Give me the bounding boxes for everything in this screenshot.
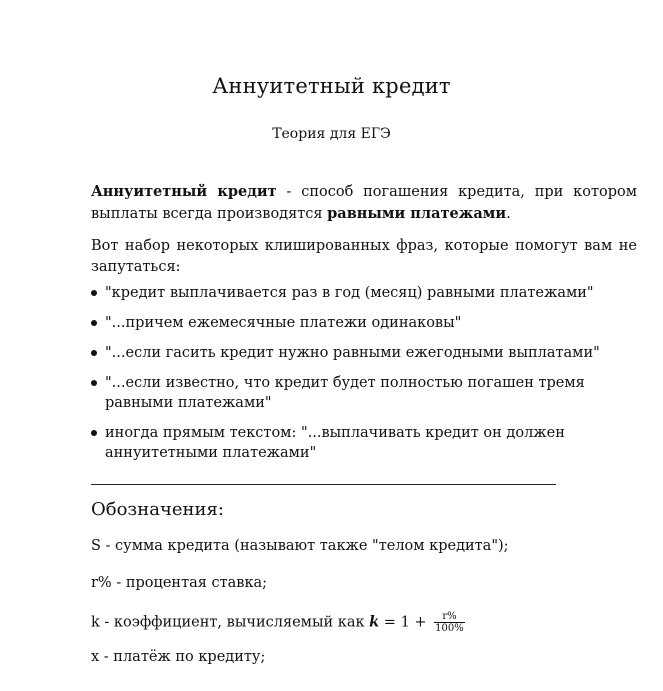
definition-emphasis: равными платежами: [327, 205, 507, 222]
bullet-icon: [91, 290, 97, 296]
notation-k: [91, 611, 465, 634]
notation-s: S - сумма кредита (называют также "телом кредита");: [91, 538, 509, 554]
notation-r: r% - процентая ставка;: [91, 575, 268, 591]
section-divider: [91, 484, 556, 485]
list-item: [91, 283, 637, 303]
fraction-denominator: 100%: [435, 623, 464, 634]
notation-k-text: k - коэффициент, вычисляемый как: [91, 614, 370, 631]
page-subtitle: Теория для ЕГЭ: [272, 126, 391, 142]
bullet-icon: [91, 380, 97, 386]
formula-fraction: [434, 611, 465, 634]
phrases-intro: Вот набор некоторых клишированных фраз, которые помогут вам не запутаться:: [91, 238, 637, 275]
formula-k-variable: k: [369, 613, 380, 631]
list-item: [91, 423, 637, 463]
phrases-list: [91, 283, 637, 473]
bullet-icon: [91, 350, 97, 356]
definition-term: Аннуитетный кредит: [91, 183, 277, 200]
formula-k-equals: = 1 +: [379, 614, 432, 631]
bullet-icon: [91, 320, 97, 326]
list-item: [91, 313, 637, 333]
definition-end: .: [506, 206, 511, 222]
page-title: Аннуитетный кредит: [212, 74, 451, 98]
definition-paragraph: [91, 181, 637, 225]
list-item-text: "кредит выплачивается раз в год (месяц) равными платежами": [105, 285, 594, 301]
list-item-text: "...если известно, что кредит будет полностью погашен тремя равными платежами": [105, 375, 585, 411]
bullet-icon: [91, 430, 97, 436]
notation-heading: Обозначения:: [91, 499, 224, 520]
notation-x: x - платёж по кредиту;: [91, 649, 266, 665]
definition-text: - способ погашения кредита, при котором выплаты всегда производятся: [91, 184, 637, 222]
list-item-text: иногда прямым текстом: "...выплачивать кредит он должен аннуитетными платежами": [105, 425, 565, 461]
list-item: [91, 373, 637, 413]
list-item: [91, 343, 637, 363]
fraction-numerator: r%: [434, 611, 465, 623]
list-item-text: "...если гасить кредит нужно равными ежегодными выплатами": [105, 345, 600, 361]
list-item-text: "...причем ежемесячные платежи одинаковы": [105, 315, 462, 331]
